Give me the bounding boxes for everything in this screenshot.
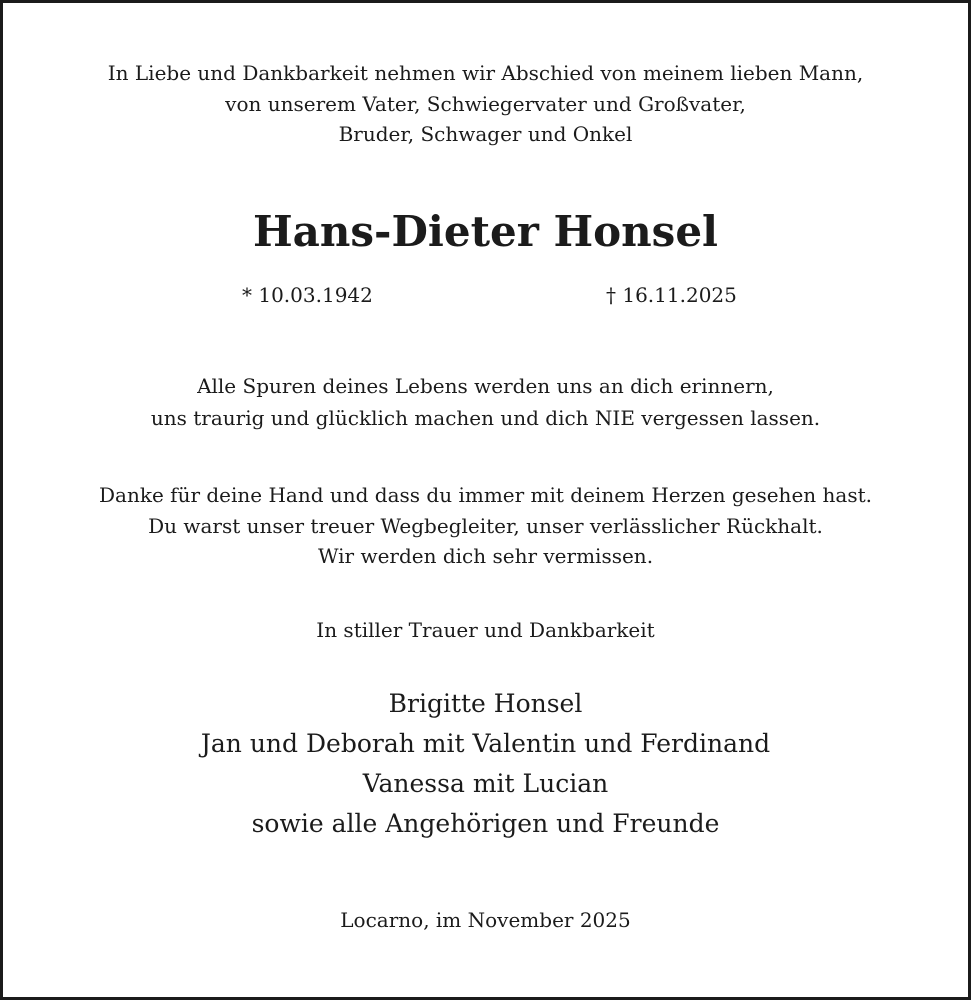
death-date: † 16.11.2025 xyxy=(606,283,737,307)
thanks-text xyxy=(0,480,971,572)
verse-line: Alle Spuren deines Lebens werden uns an dich erinnern, xyxy=(197,374,774,398)
intro-line: Bruder, Schwager und Onkel xyxy=(338,122,633,146)
birth-date: * 10.03.1942 xyxy=(242,283,373,307)
family-line: sowie alle Angehörigen und Freunde xyxy=(251,809,720,838)
mourning-line: In stiller Trauer und Dankbarkeit xyxy=(316,618,655,642)
intro-text xyxy=(0,58,971,150)
verse-line: uns traurig und glücklich machen und dich NIE vergessen lassen. xyxy=(150,406,821,430)
verse-text xyxy=(0,370,971,434)
family-signatures xyxy=(0,684,971,844)
thanks-line: Du warst unser treuer Wegbegleiter, unser verlässlicher Rückhalt. xyxy=(148,513,823,538)
intro-line: In Liebe und Dankbarkeit nehmen wir Abschied von meinem lieben Mann, xyxy=(107,61,864,85)
place-date: Locarno, im November 2025 xyxy=(340,908,631,932)
thanks-line: Danke für deine Hand und dass du immer mit deinem Herzen gesehen hast. xyxy=(99,483,872,507)
intro-line: von unserem Vater, Schwiegervater und Großvater, xyxy=(225,91,746,116)
thanks-line: Wir werden dich sehr vermissen. xyxy=(317,544,654,568)
deceased-name: Hans-Dieter Honsel xyxy=(252,207,719,256)
family-line: Brigitte Honsel xyxy=(388,689,583,718)
family-line: Vanessa mit Lucian xyxy=(362,769,609,798)
family-line: Jan und Deborah mit Valentin und Ferdinand xyxy=(200,729,771,758)
